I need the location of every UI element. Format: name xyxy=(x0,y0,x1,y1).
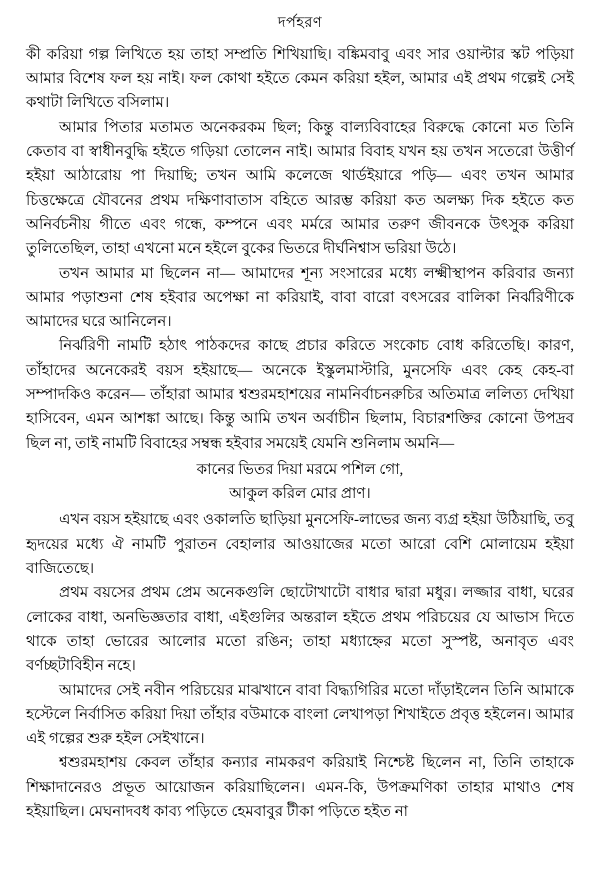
document-body xyxy=(26,43,574,825)
paragraph: কী করিয়া গল্প লিখিতে হয় তাহা সম্প্রতি শিখিয়াছি। বঙ্কিমবাবু এবং সার ওয়াল্টার স্কট পড়িয়া আমার বিশেষ ফল হয় নাই। ফল কোথা হইতে কেমন করিয়া হইল, আমার এই প্রথম গল্পেই সেই কথাটা লিখিতে বসিলাম। xyxy=(26,46,574,112)
paragraph: আমাদের সেই নবীন পরিচয়ের মাঝখানে বাবা বিদ্ধ্যগিরির মতো দাঁড়াইলেন তিনি আমাকে হস্টেলে নির্বাসিত করিয়া দিয়া তাঁহার বউমাকে বাংলা লেখাপড়া শিখাইতে প্রবৃত্ত হইলেন। আমার এই গল্পের শুরু হইল সেইখানে। xyxy=(26,682,574,748)
paragraph: এখন বয়স হইয়াছে এবং ওকালতি ছাড়িয়া মুনসেফি-লাভের জন্য ব্যগ্র হইয়া উঠিয়াছি, তবু হৃদয়ের মধ্যে ঐ নামটি পুরাতন বেহালার আওয়াজের মতো আরো বেশি মোলায়েম হইয়া বাজিতেছে। xyxy=(26,512,574,578)
paragraph: নির্ঝরিণী নামটি হঠাৎ পাঠকদের কাছে প্রচার করিতে সংকোচ বোধ করিতেছি। কারণ, তাঁহাদের অনেকেরই বয়স হইয়াছে— অনেকে ইস্কুলমাস্টারি, মুনসেফি এবং কেহ কেহ-বা সম্পাদকিও করেন— তাঁহারা আমার শ্বশুরমহাশয়ের নামনির্বাচনরুচির অতিমাত্র ললিত্য দেখিয়া হাসিবেন, এমন আশঙ্কা আছে। কিন্তু আমি তখন অর্বাচীন ছিলাম, বিচারশক্তির কোনো উপদ্রব ছিল না, তাই নামটি বিবাহের সম্বন্ধ হইবার সময়েই যেমনি শুনিলাম অমনি— xyxy=(26,338,574,452)
verse-line: কানের ভিতর দিয়া মরমে পশিল গো, xyxy=(196,461,404,478)
paragraph: আমার পিতার মতামত অনেকরকম ছিল; কিন্তু বাল্যবিবাহের বিরুদ্ধে কোনো মত তিনি কেতাব বা স্বাধীনবুদ্ধি হইতে গড়িয়া তোলেন নাই। আমার বিবাহ যখন হয় তখন সতেরো উত্তীর্ণ হইয়া আঠারোয় পা দিয়াছি; তখন আমি কলেজে থার্ডইয়ারে পড়ি— এবং তখন আমার চিত্তক্ষেত্রে যৌবনের প্রথম দক্ষিণাবাতাস বহিতে আরম্ভ করিয়া কত অলক্ষ্য দিক হইতে কত অনির্বচনীয় গীতে এবং গন্ধে, কম্পনে এবং মর্মরে আমার তরুণ জীবনকে উৎসুক করিয়া তুলিতেছিল, তাহা এখনো মনে হইলে বুকের ভিতরে দীর্ঘনিশ্বাস ভরিয়া উঠে। xyxy=(26,119,574,258)
verse-line: আকুল করিল মোর প্রাণ। xyxy=(229,486,371,503)
paragraph: তখন আমার মা ছিলেন না— আমাদের শূন্য সংসারের মধ্যে লক্ষ্মীস্থাপন করিবার জন্যা আমার পড়াশুনা শেষ হইবার অপেক্ষা না করিয়াই, বাবা বারো বৎসরের বালিকা নির্ঝরিণীকে আমাদের ঘরে আনিলেন। xyxy=(26,265,574,331)
paragraph: প্রথম বয়সের প্রথম প্রেম অনেকগুলি ছোটোখাটো বাধার দ্বারা মধুর। লজ্জার বাধা, ঘরের লোকের বাধা, অনভিজ্ঞতার বাধা, এইগুলির অন্তরাল হইতে প্রথম পরিচয়ের যে আভাস দিতে থাকে তাহা ভোরের আলোর মতো রঙিন; তাহা মধ্যাহ্নের মতো সুস্পষ্ট, অনাবৃত এবং বর্ণচ্ছটাবিহীন নহে। xyxy=(26,585,574,675)
page-title: দর্পহরণ xyxy=(277,15,323,31)
paragraph: শ্বশুরমহাশয় কেবল তাঁহার কন্যার নামকরণ করিয়াই নিশ্চেষ্ট ছিলেন না, তিনি তাহাকে শিক্ষাদানেরও প্রভূত আয়োজন করিয়াছিলেন। এমন-কি, উপক্রমণিকা তাহার মাথাও শেষ হইয়াছিল। মেঘনাদবধ কাব্য পড়িতে হেমবাবুর টীকা পড়িতে হইত না xyxy=(26,755,574,821)
verse-block xyxy=(26,458,574,507)
